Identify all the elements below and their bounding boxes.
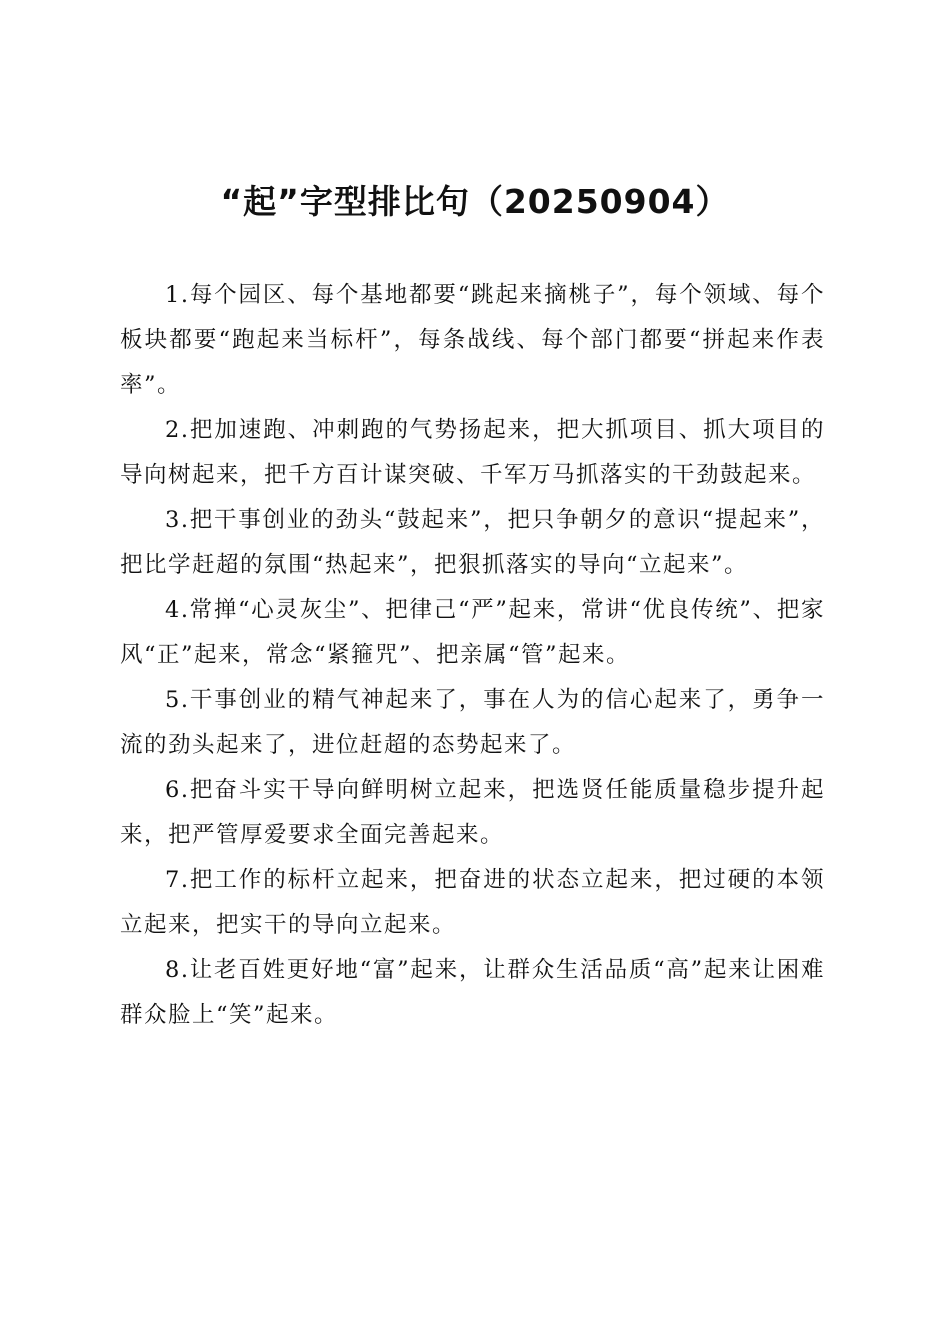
paragraph-8: 8.让老百姓更好地“富”起来，让群众生活品质“高”起来让困难群众脸上“笑”起来。 <box>120 957 825 1028</box>
paragraph-5: 5.干事创业的精气神起来了，事在人为的信心起来了，勇争一流的劲头起来了，进位赶超的态势起来了。 <box>120 687 825 758</box>
document-body <box>120 273 825 1038</box>
paragraph-3: 3.把干事创业的劲头“鼓起来”，把只争朝夕的意识“提起来”，把比学赶超的氛围“热起来”，把狠抓落实的导向“立起来”。 <box>120 507 825 578</box>
paragraph-1: 1.每个园区、每个基地都要“跳起来摘桃子”，每个领域、每个板块都要“跑起来当标杆”，每条战线、每个部门都要“拼起来作表率”。 <box>120 282 825 398</box>
document-title: “起”字型排比句（20250904） <box>220 182 730 221</box>
paragraph-2: 2.把加速跑、冲刺跑的气势扬起来，把大抓项目、抓大项目的导向树起来，把千方百计谋突破、千军万马抓落实的干劲鼓起来。 <box>120 417 825 488</box>
paragraph-4: 4.常掸“心灵灰尘”、把律己“严”起来，常讲“优良传统”、把家风“正”起来，常念“紧箍咒”、把亲属“管”起来。 <box>120 597 825 668</box>
paragraph-7: 7.把工作的标杆立起来，把奋进的状态立起来，把过硬的本领立起来，把实干的导向立起来。 <box>120 867 825 938</box>
paragraph-6: 6.把奋斗实干导向鲜明树立起来，把选贤任能质量稳步提升起来，把严管厚爱要求全面完善起来。 <box>120 777 825 848</box>
